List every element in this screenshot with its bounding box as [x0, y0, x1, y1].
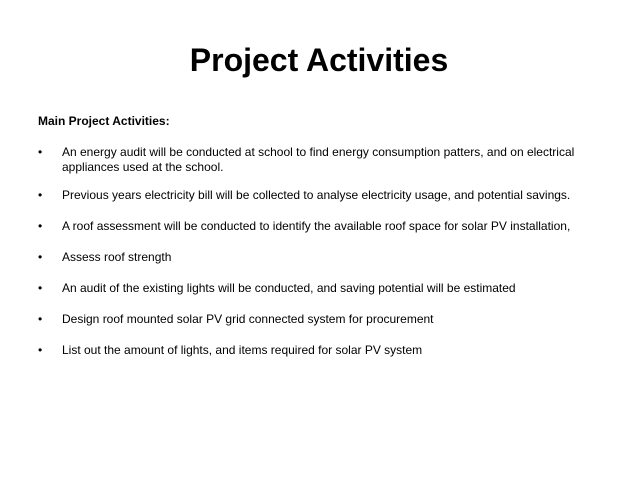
list-item-text: List out the amount of lights, and items required for solar PV system — [62, 343, 423, 357]
bullet-icon: • — [38, 343, 43, 357]
bullet-icon: • — [38, 145, 43, 159]
list-item-text: Design roof mounted solar PV grid connected system for procurement — [62, 312, 434, 326]
bullet-icon: • — [38, 281, 43, 295]
bullet-icon: • — [38, 188, 43, 202]
list-item — [38, 312, 603, 327]
list-item-text: A roof assessment will be conducted to identify the available roof space for solar PV installation, — [62, 219, 571, 233]
list-item — [38, 188, 603, 203]
list-item-text: An energy audit will be conducted at school to find energy consumption patters, and on electrical appliances used at the school. — [62, 145, 575, 174]
list-item — [38, 250, 603, 265]
activities-list — [38, 145, 603, 374]
slide-title: Project Activities — [189, 42, 449, 78]
list-item-text: Assess roof strength — [62, 250, 172, 264]
list-item-text: Previous years electricity bill will be collected to analyse electricity usage, and potential savings. — [62, 188, 571, 202]
list-item — [38, 145, 603, 175]
list-item — [38, 281, 603, 296]
section-subheading: Main Project Activities: — [38, 114, 170, 128]
list-item — [38, 343, 603, 358]
bullet-icon: • — [38, 312, 43, 326]
list-item-text: An audit of the existing lights will be conducted, and saving potential will be estimated — [62, 281, 516, 295]
bullet-icon: • — [38, 250, 43, 264]
bullet-icon: • — [38, 219, 43, 233]
list-item — [38, 219, 603, 234]
